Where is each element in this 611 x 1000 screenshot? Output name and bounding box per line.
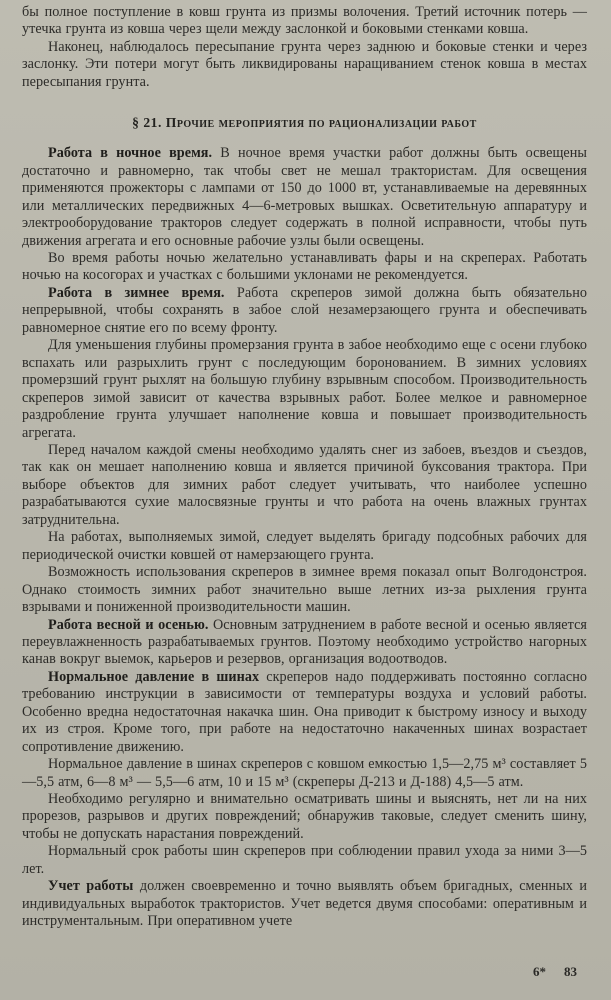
body-paragraph: Наконец, наблюдалось пересыпание грунта через заднюю и боковые стенки и через заслонку. Эти потери могут быть ликвидированы наращиванием стенок ковша в местах пересыпания грунта. xyxy=(22,38,587,90)
paragraph-work-accounting xyxy=(22,878,587,930)
paragraph-spring-autumn-work xyxy=(22,617,587,669)
page-number: 83 xyxy=(564,964,577,979)
paragraph-text: Работа скреперов зимой должна быть обязательно непрерывной, чтобы сохранять в забое слой незамерзающего грунта и обеспечивать равномерное снятие его по всему фронту. xyxy=(22,284,587,336)
run-in-heading: Работа в ночное время. xyxy=(48,145,213,162)
paragraph-text: В ночное время участки работ должны быть освещены достаточно и равномерно, так чтобы свет не мешал трактористам. Для освещения применяются прожекторы с лампами от 150 до 1000 вт, устанавливаемые на деревянных или металлических передвижных 4—6-метровых вышках. Осветительную аппаратуру и электрооборудование тракторов следует содержать в полной исправности, чтобы путь движения агрегата и его основные рабочие узлы были освещены. xyxy=(22,145,587,249)
paragraph-night-work xyxy=(22,145,587,250)
body-paragraph: бы полное поступление в ковш грунта из призмы волочения. Третий источник потерь — утечка грунта из ковша через щели между заслонкой и боковыми стенками ковша. xyxy=(22,4,587,38)
body-paragraph: Нормальный срок работы шин скреперов при соблюдении правил ухода за ними 3—5 лет. xyxy=(22,843,587,877)
run-in-heading: Учет работы xyxy=(48,878,134,895)
body-paragraph: На работах, выполняемых зимой, следует выделять бригаду подсобных рабочих для периодической очистки ковшей от намерзающего грунта. xyxy=(22,529,587,563)
run-in-heading: Работа весной и осенью. xyxy=(48,616,209,633)
body-paragraph: Для уменьшения глубины промерзания грунта в забое необходимо еще с осени глубоко вспахать или разрыхлить грунт с последующим боронованием. В зимних условиях промерзший грунт рыхлят на большую глубину взрывным способом. Производительность скреперов зимой зависит от качества взрывных работ. Более мелкое и равномерное раздробление грунта улучшает наполнение ковша и повышает производительность агрегата. xyxy=(22,337,587,441)
body-paragraph: Во время работы ночью желательно устанавливать фары и на скреперах. Работать ночью на косогорах и участках с большими уклонами не рекомендуется. xyxy=(22,249,587,284)
paragraph-winter-work xyxy=(22,285,587,337)
page-footer xyxy=(515,964,577,980)
paragraph-text: скреперов надо поддерживать постоянно согласно требованию инструкции в зависимости от температуры воздуха и условий работы. Особенно вредна недостаточная накачка шин. Она приводит к быстрому износу и выходу их из строя. Кроме того, при работе на недостаточно накаченных шинах возрастает сопротивление движению. xyxy=(22,668,587,755)
section-heading: § 21. Прочие мероприятия по рационализации работ xyxy=(132,115,477,131)
run-in-heading: Нормальное давление в шинах xyxy=(48,668,260,685)
paragraph-text: должен своевременно и точно выявлять объем бригадных, сменных и индивидуальных выработок трактористов. Учет ведется двумя способами: оперативным и инструментальным. При оперативном учете xyxy=(22,878,587,930)
signature-mark: 6* xyxy=(533,964,546,979)
run-in-heading: Работа в зимнее время. xyxy=(48,284,225,301)
body-paragraph: Нормальное давление в шинах скреперов с ковшом емкостью 1,5—2,75 м³ составляет 5—5,5 атм, 6—8 м³ — 5,5—6 атм, 10 и 15 м³ (скреперы Д-213 и Д-188) 4,5—5 атм. xyxy=(22,756,587,790)
paragraph-text: Основным затруднением в работе весной и осенью является переувлажненность разрабатываемых грунтов. Поэтому необходимо устройство нагорных канав вокруг выемок, карьеров и резервов, организация водоотводов. xyxy=(22,616,587,668)
body-paragraph: Возможность использования скреперов в зимнее время показал опыт Волгодонстроя. Однако стоимость зимних работ значительно выше летних из-за рыхления грунта взрывами и пониженной производительности машин. xyxy=(22,564,587,616)
body-paragraph: Необходимо регулярно и внимательно осматривать шины и выяснять, нет ли на них прорезов, разрывов и других повреждений; обнаружив таковые, следует сменить шину, чтобы не допускать нарастания повреждений. xyxy=(22,791,587,842)
paragraph-tire-pressure xyxy=(22,669,587,756)
body-paragraph: Перед началом каждой смены необходимо удалять снег из забоев, въездов и съездов, так как он мешает наполнению ковша и является причиной буксования трактора. При выборе объектов для зимних работ следует учитывать, что наиболее успешно разрабатываются сухие малосвязные грунты и что работа на очень влажных грунтах затруднительна. xyxy=(22,441,587,528)
